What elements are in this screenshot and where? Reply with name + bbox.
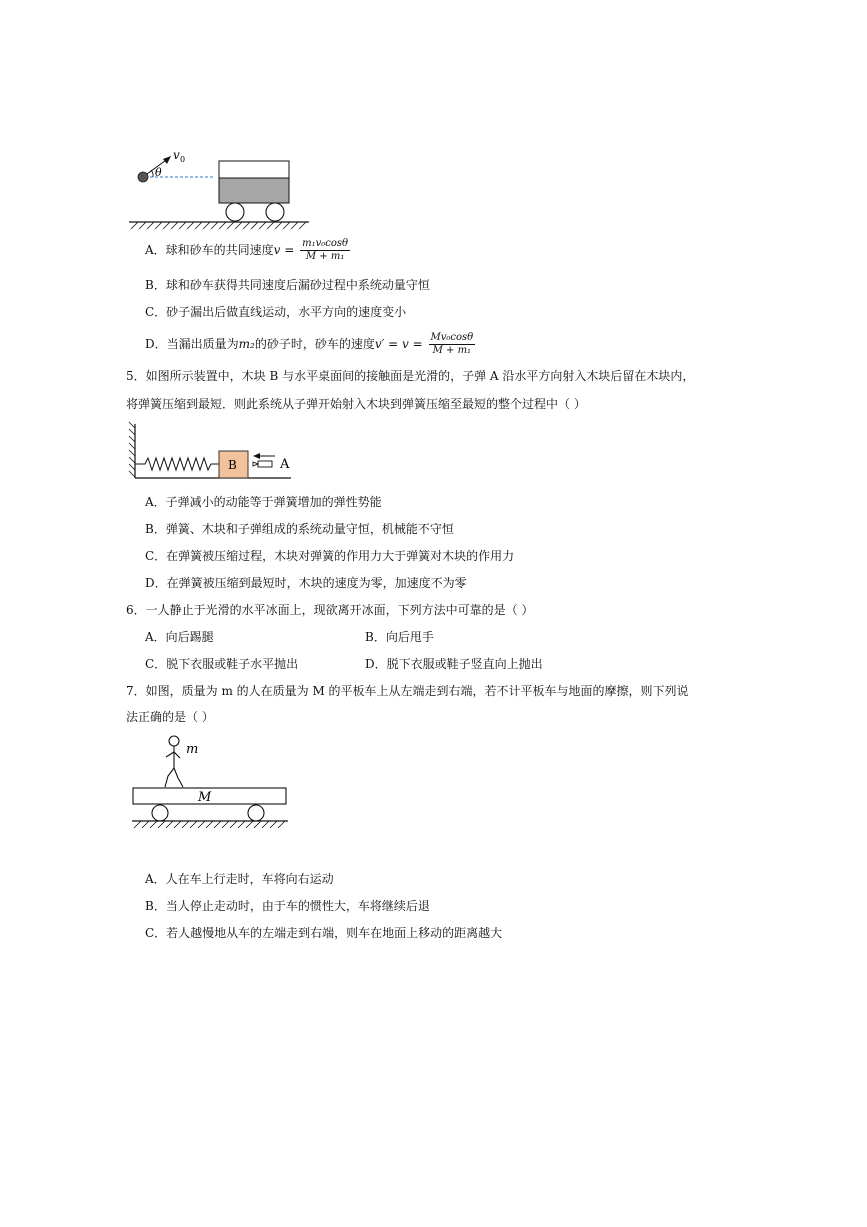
q4-option-a-text: A．球和砂车的共同速度 [145, 243, 274, 257]
q7-option-a: A．人在车上行走时，车将向右运动 [145, 872, 334, 886]
q5-option-b: B．弹簧、木块和子弹组成的系统动量守恒，机械能不守恒 [145, 522, 454, 536]
person [165, 736, 183, 787]
sand-fill [219, 178, 289, 203]
fraction-numerator: m₁v₀cosθ [302, 238, 349, 249]
velocity-subscript: 0 [180, 155, 186, 164]
q4-option-d-text-pre: D．当漏出质量为 [145, 337, 239, 351]
q7-stem-line-1: 7．如图，质量为 m 的人在质量为 M 的平板车上从左端走到右端，若不计平板车与地面的摩擦，则下列说 [126, 684, 689, 698]
q6-option-c: C．脱下衣服或鞋子水平抛出 [145, 657, 299, 671]
q4-option-d-var: v′ = v [374, 337, 409, 351]
fraction-denominator: M + m₁ [305, 251, 345, 262]
q5-option-d: D．在弹簧被压缩到最短时，木块的速度为零，加速度不为零 [145, 576, 467, 590]
q6-option-a: A．向后踢腿 [145, 630, 214, 644]
q6-option-b: B．向后甩手 [365, 630, 434, 644]
bullet-label: A [280, 457, 290, 472]
q4-option-a-var: v [273, 243, 281, 257]
cart-wheel [266, 203, 284, 221]
cart-wheel [152, 805, 168, 821]
fraction-numerator: Mv₀cosθ [430, 332, 474, 343]
q5-option-a: A．子弹减小的动能等于弹簧增加的弹性势能 [145, 495, 382, 509]
q5-stem-line-2: 将弹簧压缩到最短．则此系统从子弹开始射入木块到弹簧压缩至最短的整个过程中（ ） [126, 397, 586, 411]
q5-figure [125, 420, 305, 485]
q4-option-d-fraction [429, 332, 476, 357]
q4-option-d: D．当漏出质量为m₂的砂子时，砂车的速度v′ = v = $\frac{\text{Mv₀cosθ}}{\text{M + m₁}}$ [145, 332, 474, 356]
bullet [258, 461, 272, 467]
q6-stem: 6．一人静止于光滑的水平冰面上，现欲离开冰面，下列方法中可靠的是（ ） [126, 603, 534, 617]
q4-option-a: A．球和砂车的共同速度v = $\frac{\text{m₁v₀cosθ}}{\text{M + m₁}}$ [145, 238, 349, 262]
cart-wheel [248, 805, 264, 821]
q7-stem-line-2: 法正确的是（ ） [126, 710, 214, 724]
q4-figure [125, 145, 315, 230]
person-label: m [186, 742, 199, 757]
velocity-label: v [173, 148, 180, 162]
ball [138, 172, 148, 182]
q5-stem-line-1: 5．如图所示装置中，木块 B 与水平桌面间的接触面是光滑的，子弹 A 沿水平方向射入木块后留在木块内， [126, 369, 695, 383]
q5-option-c: C．在弹簧被压缩过程，木块对弹簧的作用力大于弹簧对木块的作用力 [145, 549, 515, 563]
q4-option-d-text-mid: 的砂子时，砂车的速度 [254, 337, 375, 351]
q6-option-d: D．脱下衣服或鞋子竖直向上抛出 [365, 657, 543, 671]
spring [135, 458, 219, 470]
cart-wheel [226, 203, 244, 221]
block-b-label: B [228, 458, 237, 472]
q7-figure [128, 732, 293, 832]
q4-option-d-mass: m₂ [238, 337, 255, 351]
q4-option-a-fraction [300, 238, 350, 263]
cart-label: M [198, 790, 212, 805]
q4-option-b: B．球和砂车获得共同速度后漏砂过程中系统动量守恒 [145, 278, 430, 292]
q7-option-b: B．当人停止走动时，由于车的惯性大，车将继续后退 [145, 899, 430, 913]
q7-option-c: C．若人越慢地从车的左端走到右端，则车在地面上移动的距离越大 [145, 926, 503, 940]
q4-option-c: C．砂子漏出后做直线运动，水平方向的速度变小 [145, 305, 407, 319]
angle-label: θ [155, 166, 162, 179]
fraction-denominator: M + m₁ [432, 345, 472, 356]
